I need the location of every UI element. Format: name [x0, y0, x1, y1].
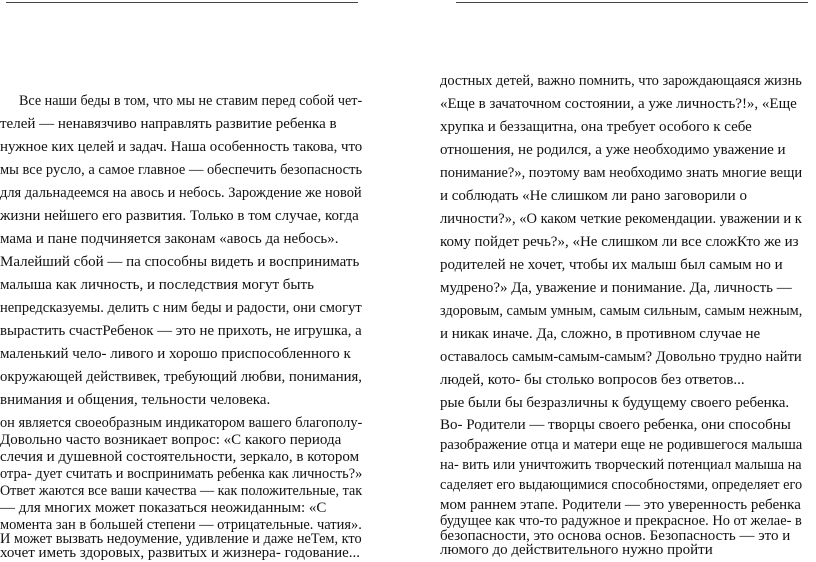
text-line: он является своеобразным индикатором вашего благополу- — [0, 415, 363, 431]
text-line: Все наши беды в том, что мы не ставим перед собой чет- — [19, 93, 363, 109]
text-line: на- вить или уничтожить творческий потенциал малыша на — [440, 457, 802, 473]
text-line: понимание?», поэтому вам необходимо знать многие вещи — [440, 165, 803, 181]
text-line: вырастить счастРебенок — это не прихоть, не игрушка, а — [0, 323, 362, 339]
text-line: мудрено?» Да, уважение и понимание. Да, личность — — [440, 280, 792, 296]
text-line: малыша как личность, и последствия могут быть — [0, 277, 314, 293]
right-text-column — [440, 0, 802, 558]
text-line: слечия и душевной состоятельности, зеркало, в котором — [0, 449, 360, 465]
text-line: и никак иначе. Да, сложно, в противном случае не — [440, 326, 761, 342]
text-line: непредсказуемы. делить с ним беды и радости, они смогут — [0, 300, 362, 316]
text-line: отра- дует считать и воспринимать ребенка как личность?» — [0, 466, 363, 482]
text-line: хочет иметь здоровых, развитых и жизнера- годование... — [0, 545, 361, 561]
text-line: мама и пане подчиняется законам «авось да небось». — [0, 231, 339, 247]
text-line: нужное ких целей и задач. Наша особенность такова, что — [0, 139, 363, 155]
text-line: «Еще в зачаточном состоянии, а уже личность?!», «Еще — [440, 96, 797, 112]
text-line: момента зан в большей степени — отрицательные. чатия». — [0, 517, 362, 533]
text-line: жизни нейшего его развития. Только в том случае, когда — [0, 208, 359, 224]
text-line: людей, кото- бы столько вопросов без ответов... — [440, 372, 745, 388]
text-line: оставалось самым-самым-самым? Довольно трудно найти — [440, 349, 802, 365]
text-line: рые были бы безразличны к будущему своего ребенка. — [440, 395, 790, 411]
text-line: люмого до действительного нужно пройти — [440, 542, 713, 558]
text-line: мом раннем этапе. Родители — это уверенность ребенка — [440, 497, 801, 513]
text-line: кому пойдет речь?», «Не слишком ли все сложКто же из — [440, 234, 799, 250]
text-line: здоровым, самым умным, самым сильным, самым нежным, — [440, 303, 803, 319]
text-line: отношения, не родился, а уже необходимо уважение и — [440, 142, 786, 158]
text-line: Ответ жаются все ваши качества — как положительные, так — [0, 483, 363, 499]
text-line: достных детей, важно помнить, что зарождающаяся жизнь — [440, 73, 802, 89]
text-line: родителей не хочет, чтобы их малыш был самым но и — [440, 257, 783, 273]
text-line: внимания и общения, тельности человека. — [0, 392, 271, 408]
text-line: хрупка и беззащитна, она требует особого к себе — [440, 119, 752, 135]
text-line: мы все русло, а самое главное — обеспечить безопасность — [0, 162, 363, 178]
text-line: для дальнадеемся на авось и небось. Зарождение же новой — [0, 185, 362, 201]
text-line: маленький чело- ливого и хорошо приспособленного к — [0, 346, 351, 362]
left-text-column — [0, 0, 363, 561]
text-line: Во- Родители — творцы своего ребенка, они способны — [440, 417, 791, 433]
text-line: и соблюдать «Не слишком ли рано заговорили о — [440, 188, 747, 204]
text-line: И может вызвать недоумение, удивление и даже неТем, кто — [0, 531, 362, 547]
text-line: телей — ненавязчиво направлять развитие ребенка в — [0, 116, 337, 132]
text-line: окружающей действивек, требующий любви, понимания, — [0, 369, 362, 385]
text-line: Довольно часто возникает вопрос: «С какого периода — [0, 432, 342, 448]
text-line: разображение отца и матери еще не родившегося малыша — [440, 437, 803, 453]
text-line: личности?», «О каком четкие рекомендации. уважении и к — [440, 211, 802, 227]
text-line: безопасности, это основа основ. Безопасность — это и — [440, 528, 791, 544]
text-line: Малейший сбой — па способны видеть и воспринимать — [0, 254, 360, 270]
text-line: будущее как что-то радужное и прекрасное. Но от желае- в — [440, 513, 802, 529]
text-line: — для многих может показаться неожиданным: «С — [0, 500, 327, 516]
text-line: саделяет его выдающимися способностями, определяет его — [440, 477, 803, 493]
